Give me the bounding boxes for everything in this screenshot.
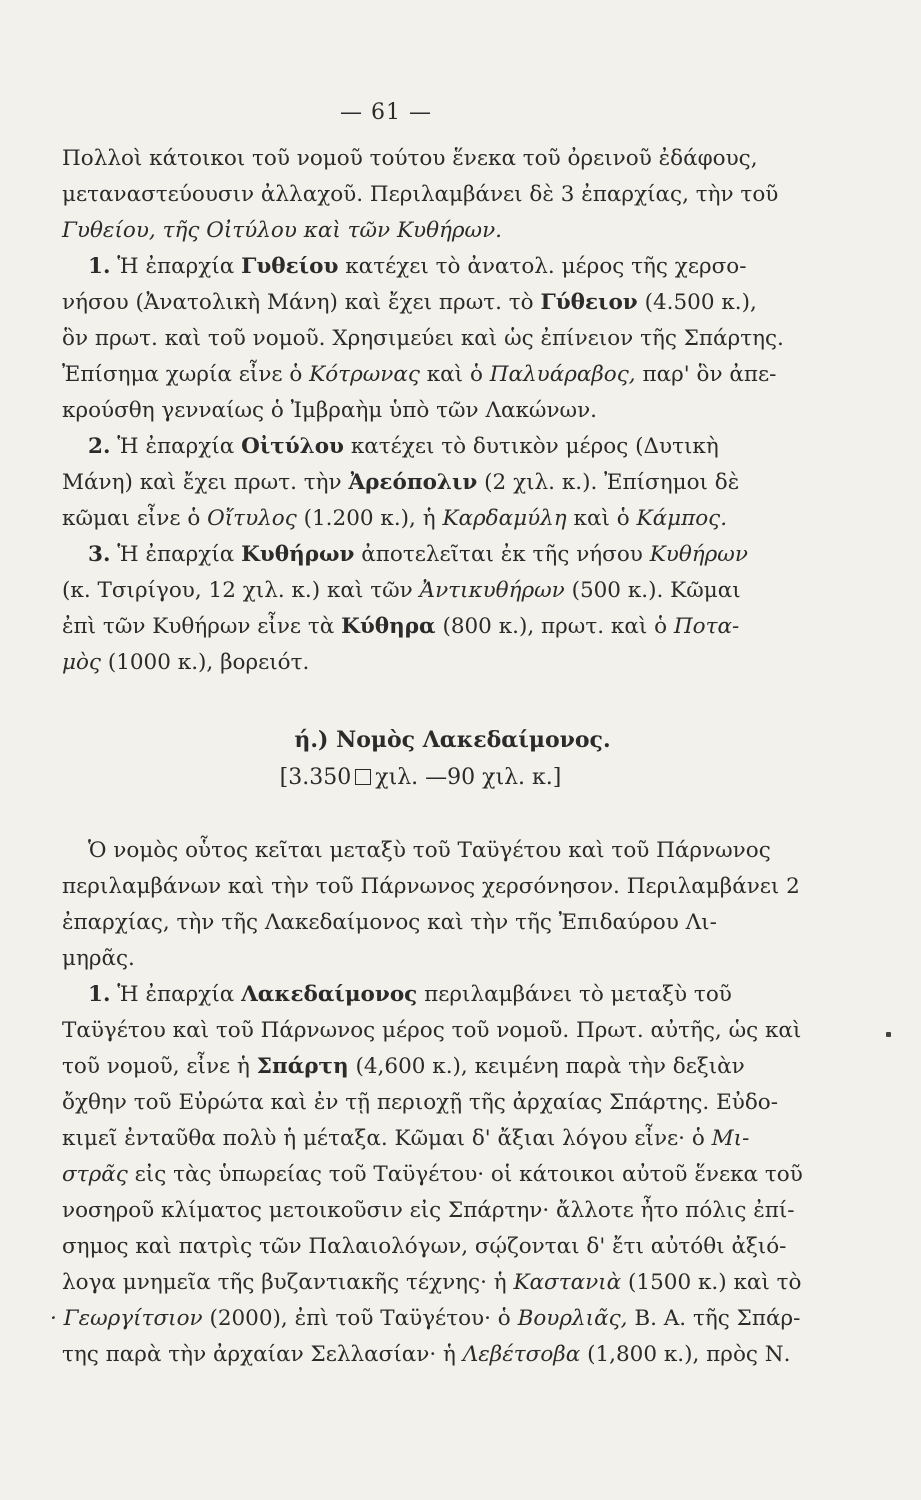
paragraph-3-line-4 bbox=[62, 652, 309, 674]
text-span: περιλαμβάνει τὸ μεταξὺ τοῦ bbox=[424, 982, 732, 1007]
page-number: — 61 — bbox=[340, 100, 432, 125]
place-name: Κυθήρων bbox=[649, 542, 748, 567]
text-span: Ἡ ἐπαρχία bbox=[117, 254, 235, 279]
text-span: παρ' ὃν ἀπε- bbox=[642, 362, 777, 387]
text-line: μηρᾶς. bbox=[62, 946, 135, 971]
text-span: Μάνη) καὶ ἔχει πρωτ. τὴν bbox=[62, 470, 342, 495]
paragraph-1-line-1 bbox=[88, 256, 746, 278]
item-number: 3. bbox=[88, 542, 111, 567]
item-number: 1. bbox=[88, 254, 111, 279]
place-name: Καρδαμύλη bbox=[442, 506, 567, 531]
place-name: Κότρωνας bbox=[309, 362, 420, 387]
place-name: Παλυάραβος, bbox=[489, 362, 636, 387]
text-span: (1,800 κ.), πρὸς Ν. bbox=[587, 1342, 791, 1367]
paragraph-3-line-3 bbox=[62, 616, 739, 638]
paragraph-4-line-3 bbox=[62, 1056, 745, 1078]
text-line: Πολλοὶ κάτοικοι τοῦ νομοῦ τούτου ἕνεκα τοῦ ὀρεινοῦ ἐδάφους, bbox=[62, 146, 758, 171]
text-line: μεταναστεύουσιν ἀλλαχοῦ. Περιλαμβάνει δὲ 3 ἐπαρχίας, τὴν τοῦ bbox=[62, 182, 779, 207]
text-span: Ἡ ἐπαρχία bbox=[117, 434, 235, 459]
place-name: Λεβέτσοβα bbox=[462, 1342, 581, 1367]
text-span: (1000 κ.), βορειότ. bbox=[107, 650, 310, 675]
text-span: (4,600 κ.), κειμένη παρὰ τὴν δεξιὰν bbox=[355, 1054, 745, 1079]
province-name: Γυθείου bbox=[241, 254, 339, 279]
text-span: (4.500 κ.), bbox=[644, 290, 757, 315]
paragraph-3-line-1 bbox=[88, 544, 748, 566]
paragraph-1-line-4 bbox=[62, 364, 776, 386]
capital-name: Ἀρεόπολιν bbox=[348, 470, 478, 495]
capital-name: Κύθηρα bbox=[341, 614, 436, 639]
margin-mark-icon bbox=[886, 1032, 891, 1037]
capital-name: Γύθειον bbox=[540, 290, 638, 315]
text-span: (1.200 κ.), ἡ bbox=[303, 506, 436, 531]
text-span: (2 χιλ. κ.). Ἐπίσημοι δὲ bbox=[484, 470, 740, 495]
section-heading: ή.) Νομὸς Λακεδαίμονος. bbox=[294, 727, 611, 753]
text-span: Β. Α. τῆς Σπάρ- bbox=[634, 1306, 801, 1331]
province-name: Οἰτύλου bbox=[241, 434, 344, 459]
paragraph-2-line-3 bbox=[62, 508, 727, 530]
place-name: στρᾶς bbox=[62, 1162, 128, 1187]
item-number: 2. bbox=[88, 434, 111, 459]
place-name: Οἴτυλος bbox=[207, 506, 297, 531]
text-line: σημος καὶ πατρὶς τῶν Παλαιολόγων, σῴζονται δ' ἔτι αὐτόθι ἀξιό- bbox=[62, 1234, 787, 1259]
province-name: Λακεδαίμονος bbox=[241, 982, 418, 1007]
text-span: κατέχει τὸ ἀνατολ. μέρος τῆς χερσο- bbox=[345, 254, 747, 279]
paragraph-2-line-2 bbox=[62, 472, 739, 494]
text-span: ἐπὶ τῶν Κυθήρων εἶνε τὰ bbox=[62, 614, 335, 639]
text-line: ὃν πρωτ. καὶ τοῦ νομοῦ. Χρησιμεύει καὶ ὡς ἐπίνειον τῆς Σπάρτης. bbox=[62, 326, 784, 351]
text-span: της παρὰ τὴν ἀρχαίαν Σελλασίαν· ἡ bbox=[62, 1342, 456, 1367]
text-span: κῶμαι εἶνε ὁ bbox=[62, 506, 201, 531]
text-line: περιλαμβάνων καὶ τὴν τοῦ Πάρνωνος χερσόνησον. Περιλαμβάνει 2 bbox=[62, 874, 800, 899]
text-span: (800 κ.), πρωτ. καὶ ὁ bbox=[442, 614, 668, 639]
text-line: νοσηροῦ κλίματος μετοικοῦσιν εἰς Σπάρτην· ἄλλοτε ἦτο πόλις ἐπί- bbox=[62, 1198, 795, 1223]
text-line: ἐπαρχίας, τὴν τῆς Λακεδαίμονος καὶ τὴν τῆς Ἐπιδαύρου Λι- bbox=[62, 910, 717, 935]
place-name: Καστανιὰ bbox=[513, 1270, 622, 1295]
place-name: μὸς bbox=[62, 650, 101, 675]
text-span: λογα μνημεῖα τῆς βυζαντιακῆς τέχνης· ἡ bbox=[62, 1270, 507, 1295]
text-line: Ὁ νομὸς οὗτος κεῖται μεταξὺ τοῦ Ταϋγέτου καὶ τοῦ Πάρνωνος bbox=[88, 838, 771, 863]
paragraph-4-line-9 bbox=[62, 1272, 802, 1294]
text-span: (1500 κ.) καὶ τὸ bbox=[628, 1270, 802, 1295]
paragraph-2-line-1 bbox=[88, 436, 719, 458]
text-span: Ἐπίσημα χωρία εἶνε ὁ bbox=[62, 362, 303, 387]
text-span: χιλ. —90 χιλ. κ.] bbox=[375, 765, 562, 790]
text-span: Ἡ ἐπαρχία bbox=[117, 982, 235, 1007]
text-line: κρούσθη γενναίως ὁ Ἰμβραὴμ ὑπὸ τῶν Λακώνων. bbox=[62, 398, 597, 423]
text-span: ἀποτελεῖται ἐκ τῆς νήσου bbox=[361, 542, 643, 567]
square-symbol-icon bbox=[355, 769, 371, 785]
text-span: (500 κ.). Κῶμαι bbox=[571, 578, 741, 603]
text-span: εἰς τὰς ὑπωρείας τοῦ Ταϋγέτου· οἱ κάτοικοι αὐτοῦ ἕνεκα τοῦ bbox=[134, 1162, 803, 1187]
place-name: Ἀντικυθήρων bbox=[419, 578, 565, 603]
paragraph-4-line-1 bbox=[88, 984, 732, 1006]
province-name: Κυθήρων bbox=[241, 542, 355, 567]
area-population-line bbox=[0, 765, 881, 790]
text-span: καὶ ὁ bbox=[573, 506, 630, 531]
paragraph-1-line-2 bbox=[62, 292, 757, 314]
text-span: Ἡ ἐπαρχία bbox=[117, 542, 235, 567]
place-name: Κάμπος. bbox=[636, 506, 728, 531]
place-name: · Γεωργίτσιον bbox=[50, 1306, 203, 1331]
text-line: Γυθείου, τῆς Οἰτύλου καὶ τῶν Κυθήρων. bbox=[62, 218, 502, 243]
text-span: τοῦ νομοῦ, εἶνε ἡ bbox=[62, 1054, 250, 1079]
text-span: καὶ ὁ bbox=[426, 362, 483, 387]
item-number: 1. bbox=[88, 982, 111, 1007]
text-span: [3.350 bbox=[279, 765, 352, 790]
text-line: ὄχθην τοῦ Εὐρώτα καὶ ἐν τῇ περιοχῇ τῆς ἀρχαίας Σπάρτης. Εὐδο- bbox=[62, 1090, 778, 1115]
paragraph-4-line-5 bbox=[62, 1128, 749, 1150]
capital-name: Σπάρτη bbox=[256, 1054, 349, 1079]
text-span: κατέχει τὸ δυτικὸν μέρος (Δυτικὴ bbox=[350, 434, 719, 459]
text-span: νήσου (Ἀνατολικὴ Μάνη) καὶ ἔχει πρωτ. τὸ bbox=[62, 290, 534, 315]
paragraph-4-line-11 bbox=[62, 1344, 790, 1366]
paragraph-4-line-10 bbox=[50, 1308, 800, 1330]
text-span: (2000), ἐπὶ τοῦ Ταϋγέτου· ὁ bbox=[209, 1306, 511, 1331]
paragraph-3-line-2 bbox=[62, 580, 741, 602]
text-span: κιμεῖ ἐνταῦθα πολὺ ἡ μέταξα. Κῶμαι δ' ἄξιαι λόγου εἶνε· ὁ bbox=[62, 1126, 705, 1151]
text-line: Ταϋγέτου καὶ τοῦ Πάρνωνος μέρος τοῦ νομοῦ. Πρωτ. αὐτῆς, ὡς καὶ bbox=[62, 1018, 802, 1043]
text-span: (κ. Τσιρίγου, 12 χιλ. κ.) καὶ τῶν bbox=[62, 578, 413, 603]
place-name: Μι- bbox=[711, 1126, 750, 1151]
paragraph-4-line-6 bbox=[62, 1164, 803, 1186]
place-name: Ποτα- bbox=[673, 614, 740, 639]
place-name: Βουρλιᾶς, bbox=[517, 1306, 628, 1331]
